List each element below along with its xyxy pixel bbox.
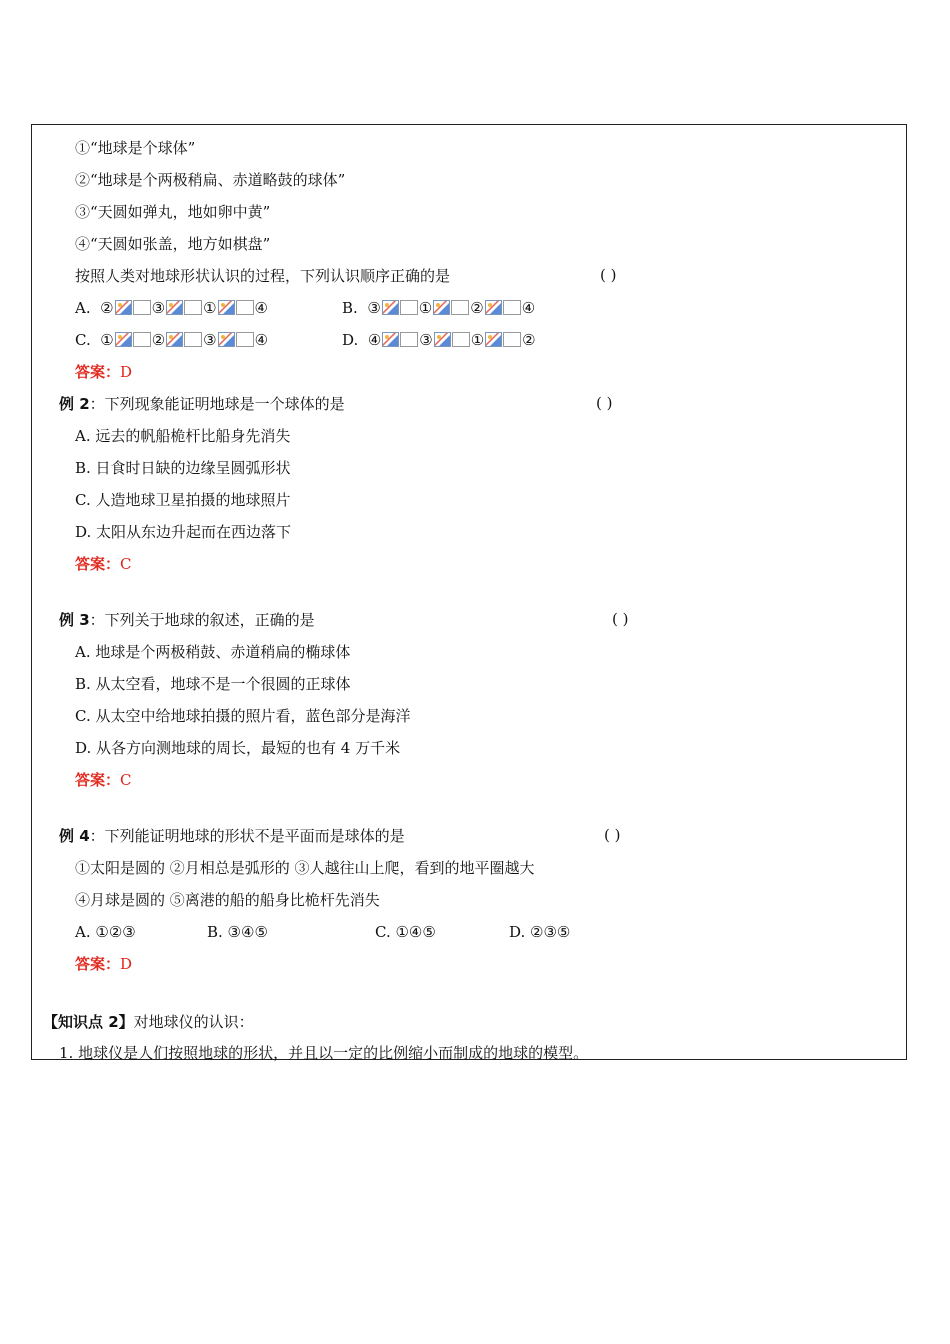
option-num: ③	[367, 299, 381, 317]
q4-items-line-2: ④月球是圆的 ⑤离港的船的船身比桅杆先消失	[75, 891, 380, 909]
q3-stem: ：下列关于地球的叙述，正确的是	[89, 611, 315, 629]
q2-label: 例 2	[59, 395, 90, 413]
broken-image-icon	[115, 300, 132, 315]
option-num: ③	[151, 299, 166, 317]
broken-image-icon	[382, 332, 399, 347]
option-num: ③	[419, 331, 433, 349]
q4-option-d[interactable]: D. ②③⑤	[509, 923, 571, 941]
blank-box	[236, 300, 254, 315]
broken-image-icon	[382, 300, 399, 315]
blank-box	[184, 300, 202, 315]
option-letter: D.	[342, 331, 359, 349]
blank-box	[236, 332, 254, 347]
q4-option-b[interactable]: B. ③④⑤	[207, 923, 268, 941]
q3-stem-line	[59, 610, 315, 630]
answer-value: C	[120, 771, 132, 789]
q3-option-a[interactable]: A. 地球是个两极稍鼓、赤道稍扁的椭球体	[75, 643, 351, 661]
broken-image-icon	[434, 332, 451, 347]
option-num: ①	[100, 331, 114, 349]
blank-box	[503, 300, 521, 315]
q4-option-c[interactable]: C. ①④⑤	[375, 923, 436, 941]
q2-option-d[interactable]: D. 太阳从东边升起而在西边落下	[75, 523, 292, 541]
option-num: ①	[470, 331, 485, 349]
option-num: ①	[203, 299, 217, 317]
answer-value: D	[120, 363, 133, 381]
broken-image-icon	[433, 300, 450, 315]
q2-stem-line	[59, 394, 345, 414]
option-num: ②	[151, 331, 166, 349]
knowledge-heading-label: 【知识点 2】	[43, 1013, 134, 1031]
q1-option-b[interactable]	[342, 298, 535, 318]
q3-option-b[interactable]: B. 从太空看，地球不是一个很圆的正球体	[75, 675, 351, 693]
q2-option-a[interactable]: A. 远去的帆船桅杆比船身先消失	[75, 427, 291, 445]
q1-stem: 按照人类对地球形状认识的过程，下列认识顺序正确的是	[75, 267, 451, 285]
option-num: ②	[522, 331, 536, 349]
broken-image-icon	[218, 300, 235, 315]
q4-items-line-1: ①太阳是圆的 ②月相总是弧形的 ③人越往山上爬，看到的地平圈越大	[75, 859, 535, 877]
blank-box	[451, 300, 469, 315]
q1-option-d[interactable]	[342, 330, 536, 350]
q3-label: 例 3	[59, 611, 90, 629]
content-frame	[31, 124, 907, 1060]
q4-answer-parens: ( )	[604, 826, 621, 844]
q1-item-2: ②“地球是个两极稍扁、赤道略鼓的球体”	[75, 171, 346, 189]
q3-answer	[75, 770, 132, 790]
broken-image-icon	[166, 332, 183, 347]
q1-item-4: ④“天圆如张盖，地方如棋盘”	[75, 235, 271, 253]
option-num: ②	[100, 299, 114, 317]
knowledge-heading-text: 对地球仪的认识：	[133, 1013, 254, 1031]
broken-image-icon	[218, 332, 235, 347]
q4-option-a[interactable]: A. ①②③	[75, 923, 136, 941]
option-num: ③	[203, 331, 217, 349]
answer-label: 答案：	[75, 363, 121, 381]
q4-stem: ：下列能证明地球的形状不是平面而是球体的是	[89, 827, 405, 845]
q1-item-1: ①“地球是个球体”	[75, 139, 196, 157]
q4-answer	[75, 954, 132, 974]
knowledge-point-1: 1. 地球仪是人们按照地球的形状，并且以一定的比例缩小而制成的地球的模型。	[59, 1044, 589, 1062]
q4-label: 例 4	[59, 827, 90, 845]
blank-box	[503, 332, 521, 347]
q1-item-3: ③“天圆如弹丸，地如卵中黄”	[75, 203, 271, 221]
blank-box	[400, 300, 418, 315]
option-num: ④	[254, 299, 268, 317]
q1-option-c[interactable]	[75, 330, 268, 350]
broken-image-icon	[485, 332, 502, 347]
q1-option-a[interactable]	[75, 298, 268, 318]
q3-option-c[interactable]: C. 从太空中给地球拍摄的照片看，蓝色部分是海洋	[75, 707, 411, 725]
blank-box	[452, 332, 470, 347]
broken-image-icon	[166, 300, 183, 315]
q2-stem: ：下列现象能证明地球是一个球体的是	[89, 395, 345, 413]
answer-label: 答案：	[75, 955, 121, 973]
q2-answer-parens: ( )	[596, 394, 613, 412]
broken-image-icon	[485, 300, 502, 315]
q2-option-b[interactable]: B. 日食时日缺的边缘呈圆弧形状	[75, 459, 291, 477]
q2-option-c[interactable]: C. 人造地球卫星拍摄的地球照片	[75, 491, 291, 509]
q1-answer-parens: ( )	[600, 266, 617, 284]
q1-answer	[75, 362, 132, 382]
blank-box	[133, 300, 151, 315]
q2-answer	[75, 554, 132, 574]
blank-box	[184, 332, 202, 347]
q3-option-d[interactable]: D. 从各方向测地球的周长，最短的也有 4 万千米	[75, 739, 401, 757]
option-letter: C.	[75, 331, 91, 349]
q4-stem-line	[59, 826, 405, 846]
option-num: ④	[367, 331, 382, 349]
option-letter: A.	[75, 299, 91, 317]
answer-value: D	[120, 955, 133, 973]
answer-value: C	[120, 555, 132, 573]
option-num: ④	[254, 331, 269, 349]
answer-label: 答案：	[75, 555, 121, 573]
broken-image-icon	[115, 332, 132, 347]
option-num: ①	[418, 299, 433, 317]
q3-answer-parens: ( )	[612, 610, 629, 628]
blank-box	[133, 332, 151, 347]
knowledge-heading	[43, 1012, 254, 1032]
option-num: ④	[521, 299, 536, 317]
option-letter: B.	[342, 299, 358, 317]
answer-label: 答案：	[75, 771, 121, 789]
option-num: ②	[470, 299, 484, 317]
blank-box	[400, 332, 418, 347]
